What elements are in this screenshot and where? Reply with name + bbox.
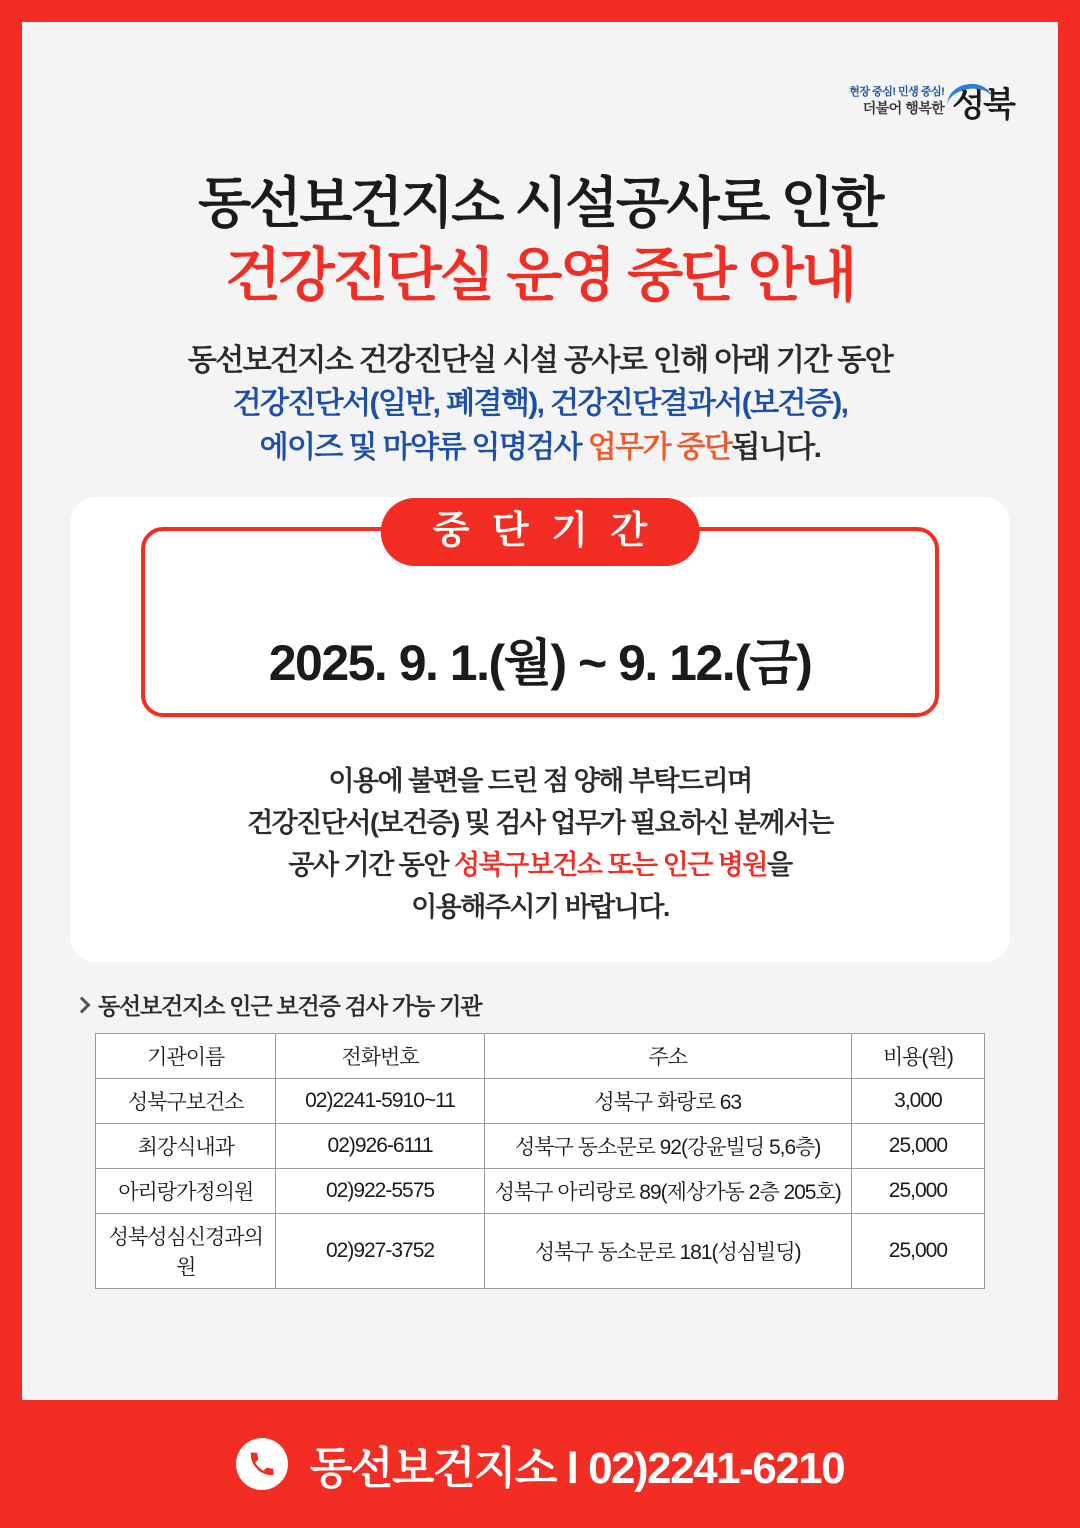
period-value: 2025. 9. 1.(월) ~ 9. 12.(금) xyxy=(268,635,812,691)
card-note xyxy=(70,761,1010,928)
cell-name: 최강식내과 xyxy=(96,1124,276,1169)
cell-cost: 25,000 xyxy=(851,1124,984,1169)
lead-line-3 xyxy=(70,426,1010,470)
chevron-right-icon xyxy=(74,996,91,1013)
page-title xyxy=(70,22,1010,313)
cell-address: 성북구 화랑로 63 xyxy=(484,1079,851,1124)
note-line-3-emphasis: 성북구보건소 또는 인근 병원 xyxy=(453,849,767,880)
table-heading-text: 동선보건지소 인근 보건증 검사 가능 기관 xyxy=(98,993,482,1020)
clinic-table xyxy=(95,1033,985,1289)
footer-contact-text: 동선보건지소 l 02)2241-6210 xyxy=(309,1444,845,1493)
table-row xyxy=(96,1214,985,1289)
seongbuk-logo xyxy=(849,82,1014,122)
table-col-header-cost: 비용(원) xyxy=(851,1034,984,1079)
note-line-2: 건강진단서(보건증) 및 검사 업무가 필요하신 분께서는 xyxy=(247,807,833,838)
cell-name: 아리랑가정의원 xyxy=(96,1169,276,1214)
table-col-header-phone: 전화번호 xyxy=(276,1034,484,1079)
lead-paragraph xyxy=(70,339,1010,470)
lead-line-3-c: 됩니다. xyxy=(731,430,821,464)
poster-sheet xyxy=(22,22,1058,1400)
cell-phone: 02)926-6111 xyxy=(276,1124,484,1169)
cell-address: 성북구 아리랑로 89(제상가동 2층 205호) xyxy=(484,1169,851,1214)
cell-name: 성북성심신경과의원 xyxy=(96,1214,276,1289)
logo-wordmark xyxy=(952,82,1014,122)
cell-cost: 3,000 xyxy=(851,1079,984,1124)
note-line-4: 이용해주시기 바랍니다. xyxy=(411,891,669,922)
period-card xyxy=(70,497,1010,962)
table-heading xyxy=(70,988,1010,1021)
logo-slogan xyxy=(849,86,944,117)
lead-line-3-a: 에이즈 및 마약류 익명검사 xyxy=(259,430,588,464)
lead-line-3-emphasis: 업무가 중단 xyxy=(587,430,732,464)
note-line-3-c: 을 xyxy=(766,849,792,880)
footer-contact xyxy=(0,1400,1080,1528)
note-line-1: 이용에 불편을 드린 점 양해 부탁드리며 xyxy=(328,766,752,796)
title-line-2: 건강진단실 운영 중단 안내 xyxy=(225,243,855,308)
cell-address: 성북구 동소문로 92(강윤빌딩 5,6층) xyxy=(484,1124,851,1169)
period-box xyxy=(141,510,939,717)
table-header-row xyxy=(96,1034,985,1079)
cell-phone: 02)2241-5910~11 xyxy=(276,1079,484,1124)
cell-cost: 25,000 xyxy=(851,1169,984,1214)
cell-name: 성북구보건소 xyxy=(96,1079,276,1124)
cell-phone: 02)927-3752 xyxy=(276,1214,484,1289)
period-badge: 중 단 기 간 xyxy=(381,498,700,566)
phone-icon xyxy=(236,1438,288,1490)
lead-line-2: 건강진단서(일반, 폐결핵), 건강진단결과서(보건증), xyxy=(232,387,848,420)
table-col-header-name: 기관이름 xyxy=(96,1034,276,1079)
logo-wordmark-text: 성북 xyxy=(952,86,1014,124)
lead-line-1: 동선보건지소 건강진단실 시설 공사로 인해 아래 기간 동안 xyxy=(187,343,893,377)
note-line-3-a: 공사 기간 동안 xyxy=(288,849,454,880)
note-line-3 xyxy=(70,845,1010,887)
title-line-1: 동선보건지소 시설공사로 인한 xyxy=(198,172,882,234)
table-row xyxy=(96,1169,985,1214)
cell-phone: 02)922-5575 xyxy=(276,1169,484,1214)
table-row xyxy=(96,1079,985,1124)
logo-slogan-line1: 현장 중심! 민생 중심! xyxy=(849,86,945,99)
table-row xyxy=(96,1124,985,1169)
logo-slogan-line2: 더불어 행복한 xyxy=(862,100,945,117)
table-col-header-address: 주소 xyxy=(484,1034,851,1079)
cell-address: 성북구 동소문로 181(성심빌딩) xyxy=(484,1214,851,1289)
cell-cost: 25,000 xyxy=(851,1214,984,1289)
